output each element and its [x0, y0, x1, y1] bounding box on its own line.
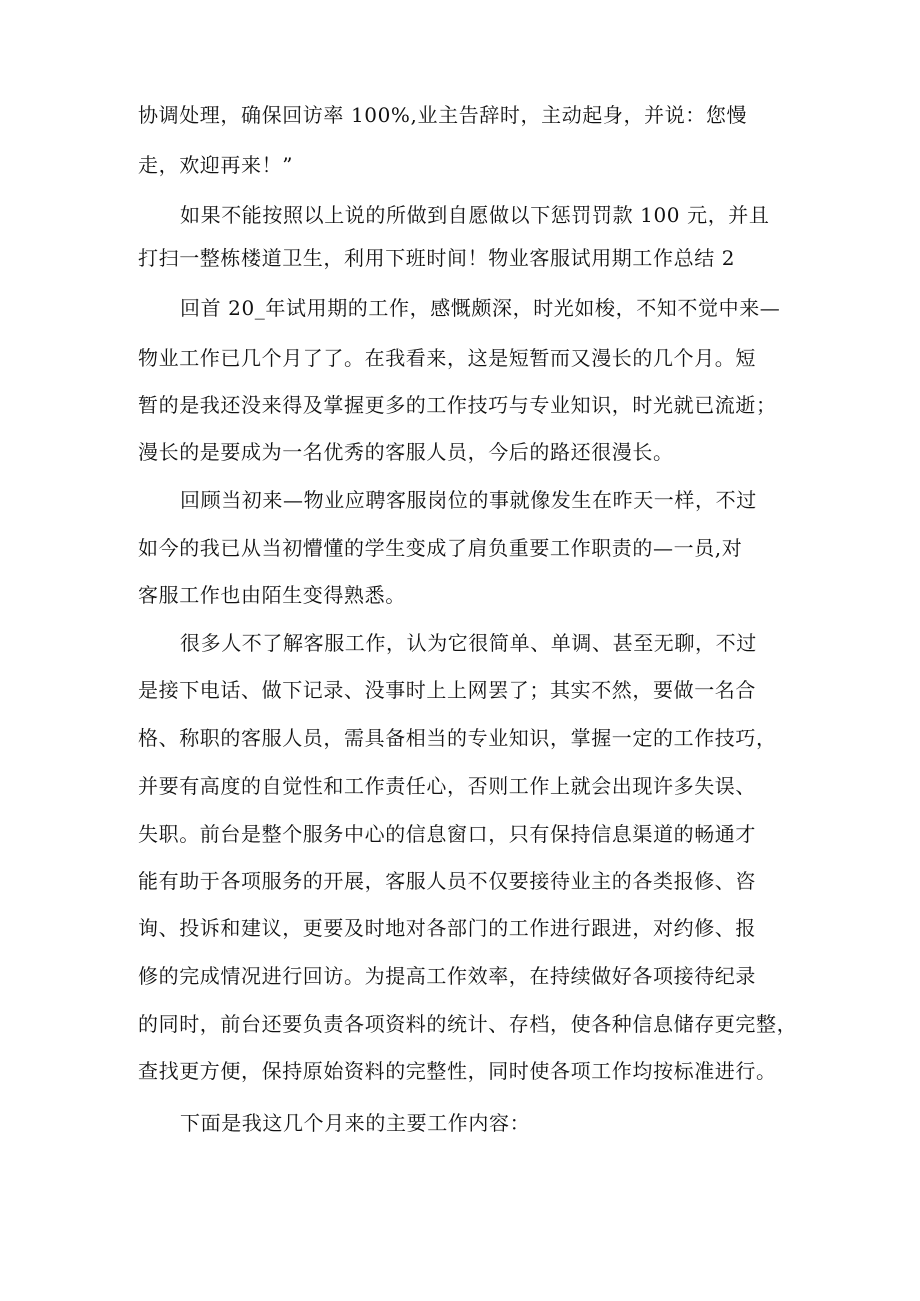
text-line: 走，欢迎再来！” — [138, 153, 294, 177]
text-line: 客服工作也由陌生变得熟悉。 — [138, 583, 406, 607]
paragraph-start-line: 下面是我这几个月来的主要工作内容： — [180, 1111, 531, 1135]
text-line: 如今的我已从当初懵懂的学生变成了肩负重要工作职责的—一员,对 — [138, 536, 743, 560]
text-line: 打扫一整栋楼道卫生，利用下班时间！物业客服试用期工作总结 2 — [138, 246, 736, 270]
text-line: 的同时，前台还要负责各项资料的统计、存档，使各种信息储存更完整， — [138, 1012, 798, 1036]
paragraph-start-line: 很多人不了解客服工作，认为它很简单、单调、甚至无聊，不过 — [180, 631, 757, 655]
text-line: 协调处理，确保回访率 100%,业主告辞时，主动起身，并说：您慢 — [138, 103, 748, 127]
paragraph-start-line: 如果不能按照以上说的所做到自愿做以下惩罚罚款 100 元，并且 — [180, 203, 770, 227]
text-line: 暂的是我还没来得及掌握更多的工作技巧与专业知识，时光就已流逝； — [138, 393, 777, 417]
text-line: 查找更方便，保持原始资料的完整性，同时使各项工作均按标准进行。 — [138, 1059, 777, 1083]
text-line: 并要有高度的自觉性和工作责任心，否则工作上就会出现许多失误、 — [138, 774, 756, 798]
text-line: 是接下电话、做下记录、没事时上上网罢了；其实不然，要做一名合 — [138, 678, 756, 702]
text-line: 失职。前台是整个服务中心的信息窗口，只有保持信息渠道的畅通才 — [138, 822, 756, 846]
text-line: 格、称职的客服人员，需具备相当的专业知识，掌握一定的工作技巧， — [138, 726, 777, 750]
text-line: 物业工作已几个月了了。在我看来，这是短暂而又漫长的几个月。短 — [138, 346, 756, 370]
text-line: 能有助于各项服务的开展，客服人员不仅要接待业主的各类报修、咨 — [138, 869, 756, 893]
paragraph-start-line: 回首 20_年试用期的工作，感慨颇深，时光如梭，不知不觉中来— — [180, 296, 781, 320]
text-line: 询、投诉和建议，更要及时地对各部门的工作进行跟进，对约修、报 — [138, 916, 756, 940]
paragraph-start-line: 回顾当初来—物业应聘客服岗位的事就像发生在昨天一样，不过 — [180, 488, 757, 512]
text-line: 漫长的是要成为一名优秀的客服人员，今后的路还很漫长。 — [138, 440, 674, 464]
text-line: 修的完成情况进行回访。为提高工作效率，在持续做好各项接待纪录 — [138, 964, 756, 988]
